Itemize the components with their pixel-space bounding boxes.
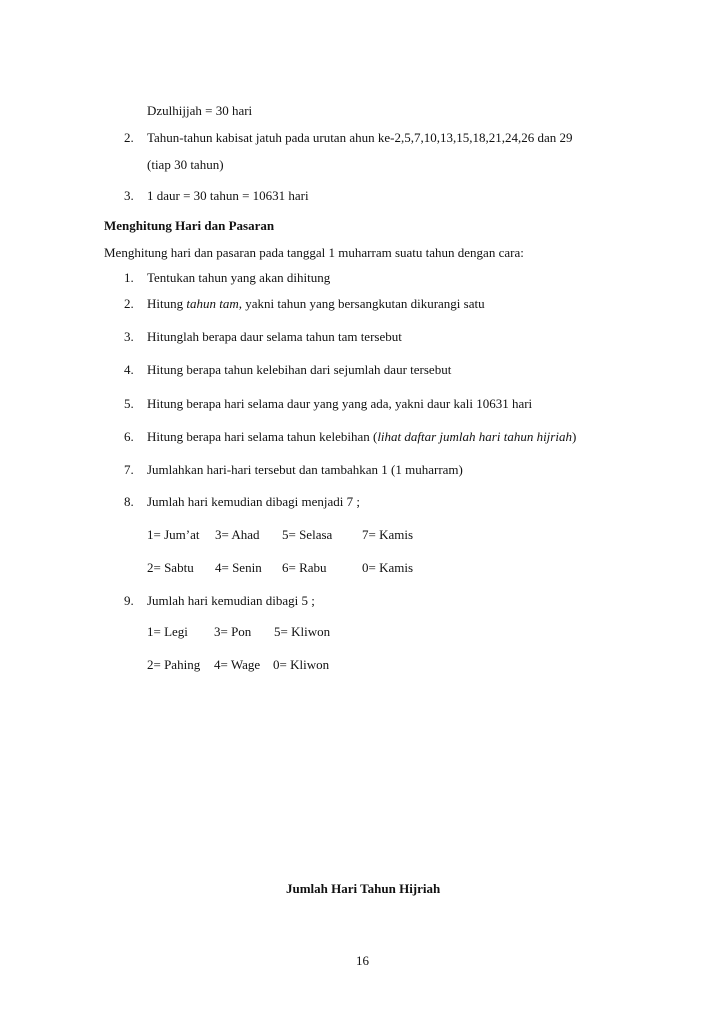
step-text-before: Hitung xyxy=(147,296,187,311)
day-entry: 6= Rabu xyxy=(282,560,327,575)
step-text xyxy=(147,296,485,312)
day-entry: 5= Selasa xyxy=(282,527,333,542)
step-text-after: yakni tahun yang bersangkutan dikurangi satu xyxy=(242,296,485,311)
pasaran-row xyxy=(147,657,329,673)
rule-continuation: (tiap 30 tahun) xyxy=(147,157,224,172)
days-row xyxy=(147,527,413,543)
step-text: Hitung berapa hari selama daur yang yang ada, yakni daur kali 10631 hari xyxy=(147,396,533,411)
pasaran-entry: 5= Kliwon xyxy=(274,624,331,639)
pasaran-entry: 1= Legi xyxy=(147,624,188,639)
step-text: Jumlahkan hari-hari tersebut dan tambahkan 1 (1 muharram) xyxy=(147,462,463,477)
rule-number: 3. xyxy=(124,188,134,203)
step-number: 4. xyxy=(124,362,134,377)
days-row xyxy=(147,560,413,576)
step-text-after: ) xyxy=(571,429,577,444)
step-number: 3. xyxy=(124,329,134,344)
day-entry: 3= Ahad xyxy=(215,527,260,542)
page-number: 16 xyxy=(356,953,369,968)
step-number: 2. xyxy=(124,296,134,311)
dzulhijjah-line: Dzulhijjah = 30 hari xyxy=(147,103,253,118)
step-number: 7. xyxy=(124,462,134,477)
day-entry: 0= Kamis xyxy=(362,560,414,575)
step-text: Hitung berapa tahun kelebihan dari sejumlah daur tersebut xyxy=(147,362,452,377)
step-text: Jumlah hari kemudian dibagi menjadi 7 ; xyxy=(147,494,361,509)
step-text xyxy=(147,429,576,445)
step-text: Hitunglah berapa daur selama tahun tam tersebut xyxy=(147,329,402,344)
rule-text: Tahun-tahun kabisat jatuh pada urutan ahun ke-2,5,7,10,13,15,18,21,24,26 dan 29 xyxy=(147,130,573,145)
day-entry: 4= Senin xyxy=(215,560,262,575)
rule-number: 2. xyxy=(124,130,134,145)
step-text-before: Hitung berapa hari selama tahun kelebihan ( xyxy=(147,429,378,444)
step-text-italic: tahun tam, xyxy=(186,296,242,311)
rule-text: 1 daur = 30 tahun = 10631 hari xyxy=(147,188,309,203)
pasaran-row xyxy=(147,624,330,640)
step-text-italic: lihat daftar jumlah hari tahun hijriah xyxy=(377,429,572,444)
step-number: 8. xyxy=(124,494,134,509)
pasaran-entry: 0= Kliwon xyxy=(273,657,330,672)
step-text: Tentukan tahun yang akan dihitung xyxy=(147,270,331,285)
section-intro: Menghitung hari dan pasaran pada tanggal 1 muharram suatu tahun dengan cara: xyxy=(104,245,524,260)
pasaran-entry: 3= Pon xyxy=(214,624,252,639)
pasaran-entry: 4= Wage xyxy=(214,657,261,672)
step-number: 9. xyxy=(124,593,134,608)
pasaran-entry: 2= Pahing xyxy=(147,657,201,672)
day-entry: 7= Kamis xyxy=(362,527,414,542)
step-text: Jumlah hari kemudian dibagi 5 ; xyxy=(147,593,315,608)
day-entry: 2= Sabtu xyxy=(147,560,194,575)
step-number: 6. xyxy=(124,429,134,444)
section-heading: Menghitung Hari dan Pasaran xyxy=(104,218,275,233)
day-entry: 1= Jum’at xyxy=(147,527,200,542)
table-title: Jumlah Hari Tahun Hijriah xyxy=(286,881,441,896)
step-number: 5. xyxy=(124,396,134,411)
step-number: 1. xyxy=(124,270,134,285)
